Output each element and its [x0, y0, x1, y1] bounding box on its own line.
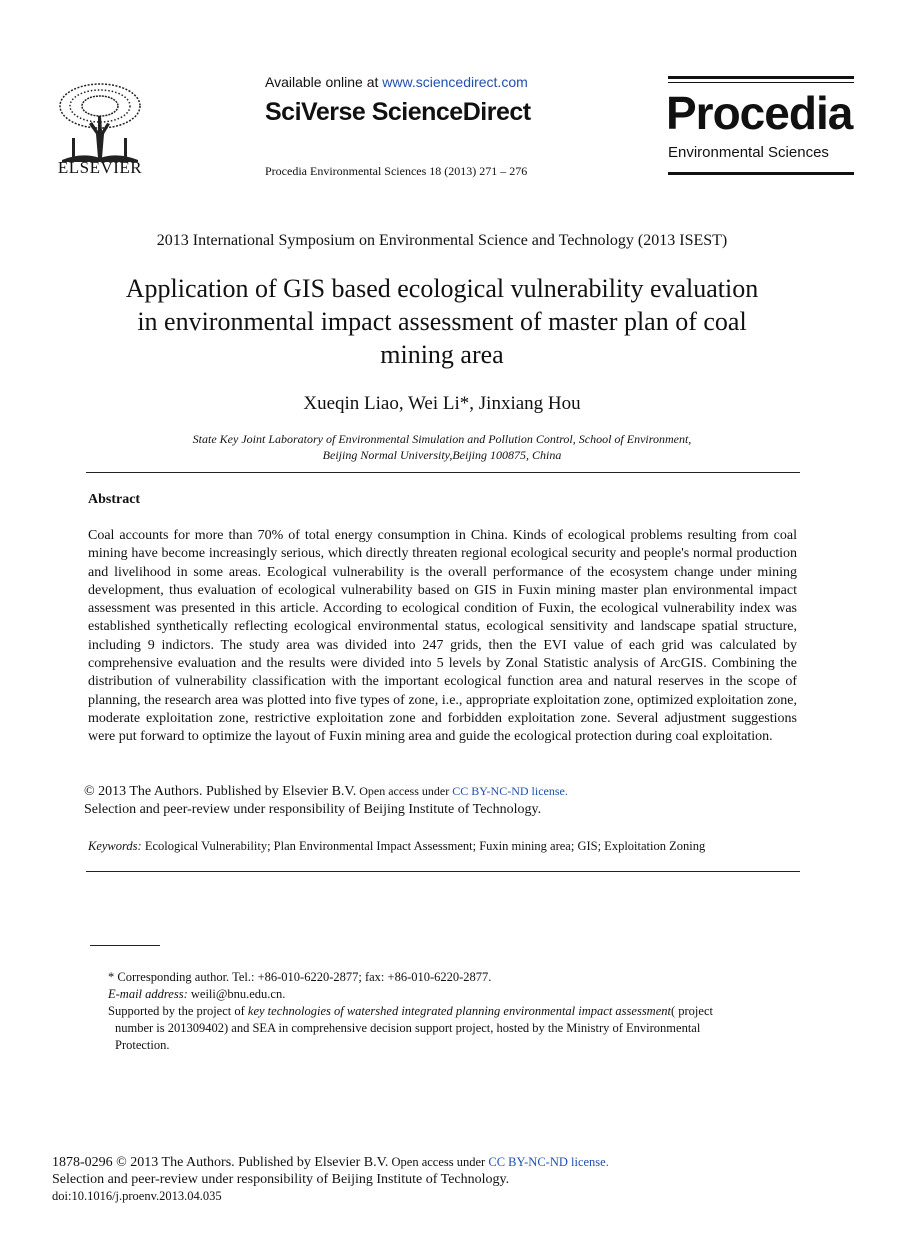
- support-line-2: number is 201309402) and SEA in comprehensive decision support project, hosted by the Ministry of Environmental: [115, 1021, 701, 1035]
- footnotes: [108, 969, 768, 1054]
- abstract-text: Coal accounts for more than 70% of total energy consumption in China. Kinds of ecological problems resulting from coal mining have become increasingly serious, which directly threaten regional ecological security and people's normal production and livelihood in some areas. Ecological vulnerability is the overall performance of the ecosystem change under mining development, thus evaluation of ecological vulnerability based on GIS in Fuxin mining master plan environmental impact assessment was presented in this article. According to ecological condition of Fuxin, the ecological vulnerability index was established synthetically reflecting ecological environmental status, ecological sensitivity and landscape spatial structure, including 9 indictors. The study area was divided into 247 grids, then the EVI value of each grid was calculated by comprehensive evaluation and the results were divided into 5 levels by Zonal Statistic analysis of ArcGIS. Combining the distribution of vulnerability classification with the important ecological function area and natural reserves in the scope of planning, the research area was plotted into five types of zone, i.e., appropriate exploitation zone, optimized exploitation zone, moderate exploitation zone, restrictive exploitation zone and forbidden exploitation zone. Several adjustment suggestions were put forward to optimize the layout of Fuxin mining area and guide the ecological protection during coal exploitation.: [88, 528, 797, 745]
- issn-line: 1878-0296 © 2013 The Authors. Published by Elsevier B.V.: [52, 1155, 389, 1170]
- doi: doi:10.1016/j.proenv.2013.04.035: [52, 1189, 222, 1203]
- available-prefix: Available online at: [265, 74, 383, 90]
- procedia-name: Procedia: [666, 87, 853, 139]
- procedia-top-rule: [668, 76, 854, 79]
- divider-bottom: [86, 871, 800, 872]
- affiliation-line: Beijing Normal University,Beijing 100875, China: [322, 448, 562, 462]
- procedia-bottom-rule: [668, 172, 854, 175]
- procedia-subtitle: Environmental Sciences: [668, 144, 829, 161]
- title-line: mining area: [380, 340, 504, 369]
- divider-top: [86, 472, 800, 473]
- procedia-top-rule-thin: [668, 82, 854, 83]
- bottom-license-link[interactable]: CC BY-NC-ND license.: [488, 1155, 609, 1169]
- support-suffix: ( project: [670, 1004, 713, 1018]
- procedia-logo: [668, 76, 854, 176]
- support-prefix: Supported by the project of: [108, 1004, 248, 1018]
- affiliation: [100, 431, 784, 463]
- conference-line: 2013 International Symposium on Environmental Science and Technology (2013 ISEST): [156, 232, 728, 249]
- support-line-3: Protection.: [115, 1038, 170, 1052]
- keywords-text: Ecological Vulnerability; Plan Environmental Impact Assessment; Fuxin mining area; GIS; Exploitation Zoning: [141, 839, 706, 853]
- footnote-rule: [90, 945, 160, 946]
- journal-reference: Procedia Environmental Sciences 18 (2013) 271 – 276: [265, 164, 528, 178]
- support-project: key technologies of watershed integrated planning environmental impact assessment: [247, 1004, 671, 1018]
- peer-review-line: Selection and peer-review under responsibility of Beijing Institute of Technology.: [84, 802, 542, 817]
- title-line: in environmental impact assessment of master plan of coal: [137, 307, 747, 336]
- bottom-open-access: Open access under: [388, 1155, 489, 1169]
- sciverse-logo: SciVerse ScienceDirect: [265, 98, 531, 126]
- bottom-issn-block: [52, 1154, 852, 1205]
- copyright-block: [84, 782, 804, 819]
- authors: Xueqin Liao, Wei Li*, Jinxiang Hou: [303, 393, 581, 414]
- sciencedirect-link[interactable]: www.sciencedirect.com: [382, 74, 528, 90]
- open-access-text: Open access under: [356, 784, 453, 798]
- bottom-selection-line: Selection and peer-review under responsibility of Beijing Institute of Technology.: [52, 1171, 510, 1187]
- elsevier-wordmark: ELSEVIER: [57, 158, 143, 177]
- copyright-line: © 2013 The Authors. Published by Elsevier B.V.: [84, 784, 357, 799]
- available-online-line: [265, 74, 528, 90]
- corresponding-author: * Corresponding author. Tel.: +86-010-6220-2877; fax: +86-010-6220-2877.: [108, 970, 492, 984]
- title-line: Application of GIS based ecological vulnerability evaluation: [125, 274, 759, 303]
- email-label: E-mail address:: [108, 987, 188, 1001]
- paper-title: [60, 272, 824, 371]
- keywords: [88, 839, 808, 854]
- abstract-heading: Abstract: [88, 492, 141, 507]
- keywords-label: Keywords:: [88, 839, 142, 853]
- affiliation-line: State Key Joint Laboratory of Environmental Simulation and Pollution Control, School of Environment,: [192, 432, 692, 446]
- license-link[interactable]: CC BY-NC-ND license.: [452, 784, 568, 798]
- email-address: weili@bnu.edu.cn.: [187, 987, 286, 1001]
